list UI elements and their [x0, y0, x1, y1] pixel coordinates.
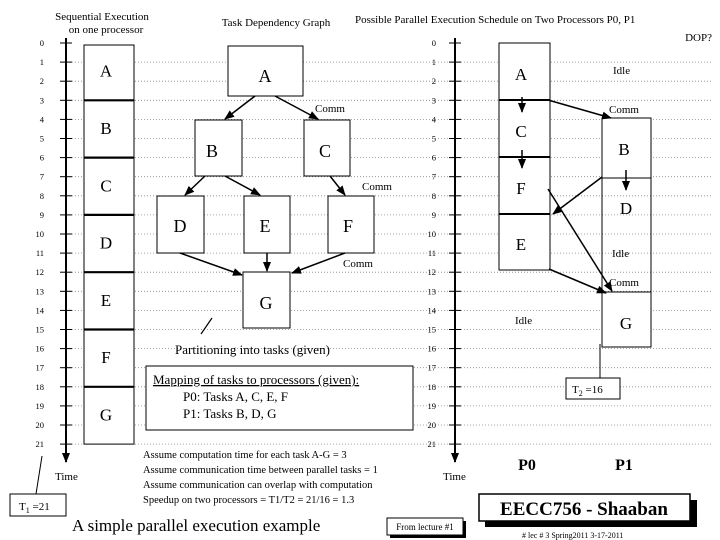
schedule-tick-label: 2: [431, 76, 436, 87]
graph-node-g-label: G: [259, 293, 273, 313]
schedule-tick-label: 6: [431, 152, 436, 163]
graph-node-e: [244, 196, 290, 253]
task-graph-header: Task Dependency Graph: [221, 17, 331, 29]
t1-box: [10, 494, 66, 516]
schedule-tick-label: 20: [427, 420, 436, 430]
assumption-computation: Assume computation time for each task A-G = 3: [143, 450, 347, 461]
t1-subscript: 1: [25, 506, 30, 515]
edge-a-b: [225, 96, 255, 119]
sequential-task-c: C: [100, 176, 112, 196]
sequential-time-label: Time: [55, 471, 78, 483]
sequential-tick-label: 13: [35, 286, 44, 297]
edge-c-f: [330, 176, 345, 195]
dop-label: DOP?: [685, 32, 712, 44]
graph-node-c-label: C: [318, 141, 332, 161]
sequential-tick-label: 18: [35, 381, 44, 392]
graph-node-b: [195, 120, 242, 176]
sequential-tick-label: 11: [35, 248, 44, 259]
svg-text:T1 =21: [19, 501, 50, 515]
schedule-tick-label: 9: [431, 209, 436, 220]
mapping-title: Mapping of tasks to processors (given):: [153, 372, 360, 387]
sequential-header-line1: Sequential Execution: [55, 11, 149, 23]
sequential-tick-label: 19: [35, 400, 44, 411]
sequential-tick-label: 16: [35, 343, 44, 354]
sequential-time-axis: [36, 38, 78, 483]
assumption-communication: Assume communication time between parallel tasks = 1: [143, 465, 378, 476]
sequential-tick-label: 2: [39, 76, 44, 87]
sequential-task-a: A: [99, 61, 113, 81]
sequential-tick-label: 21: [35, 439, 44, 450]
t2-value: =16: [582, 384, 603, 396]
schedule-tick-label: 10: [427, 229, 436, 239]
sequential-header-line2: on one processor: [68, 24, 144, 36]
schedule-tick-label: 15: [427, 324, 436, 335]
sequential-tick-label: 0: [39, 38, 44, 48]
t1-value: =21: [29, 501, 50, 513]
p1-task-b: B: [618, 140, 630, 159]
schedule-tick-label: 14: [427, 305, 436, 316]
p1-idle-top: Idle: [613, 65, 631, 77]
comm-arrow-e-g: [549, 269, 606, 293]
mapping-box: [146, 366, 413, 430]
lecture-info: # lec # 3 Spring2011 3-17-2011: [522, 531, 624, 540]
graph-node-c: [304, 120, 350, 176]
p1-label: P1: [615, 457, 633, 474]
sequential-tick-label: 12: [35, 267, 44, 278]
edge-b-e: [225, 176, 260, 195]
graph-node-d-label: D: [173, 216, 187, 236]
p1-task-g: G: [619, 314, 633, 333]
sequential-task-f: F: [101, 348, 111, 368]
from-lecture-badge: [387, 518, 466, 538]
task-dependency-graph: [157, 46, 392, 328]
sequential-task-e: E: [100, 290, 112, 310]
edge-d-g: [180, 253, 242, 275]
schedule-time-label: Time: [443, 471, 466, 483]
graph-node-g: [243, 272, 290, 328]
schedule-tick-label: 8: [431, 190, 436, 201]
sequential-task-g: G: [99, 405, 113, 425]
mapping-p0: P0: Tasks A, C, E, F: [183, 389, 289, 404]
svg-text:T2 =16: [572, 384, 603, 398]
assumption-speedup: Speedup on two processors = T1/T2 = 21/16 = 1.3: [143, 495, 355, 506]
partition-label: Partitioning into tasks (given): [175, 342, 330, 357]
assumption-overlap: Assume communication can overlap with computation: [143, 480, 373, 491]
graph-node-a-label: A: [258, 66, 272, 86]
sequential-tick-label: 8: [39, 190, 44, 201]
t1-pointer: [36, 456, 42, 494]
schedule-header: Possible Parallel Execution Schedule on Two Processors P0, P1: [355, 14, 636, 26]
schedule-comm-label-top: Comm: [609, 104, 639, 116]
from-lecture-label: From lecture #1: [396, 522, 454, 532]
edge-f-g: [292, 253, 345, 273]
schedule-tick-label: 21: [427, 439, 436, 450]
sequential-tick-label: 20: [35, 420, 44, 430]
schedule-tick-label: 7: [431, 171, 436, 182]
schedule-tick-label: 16: [427, 343, 436, 354]
edge-a-c: [275, 96, 318, 119]
sequential-tick-label: 4: [39, 114, 44, 125]
p1-task-d: D: [619, 199, 633, 218]
sequential-tick-label: 14: [35, 305, 44, 316]
t2-symbol: T: [572, 384, 579, 396]
t2-box: [566, 378, 620, 399]
schedule-tick-label: 1: [431, 57, 436, 68]
course-label: EECC756 - Shaaban: [500, 499, 668, 520]
sequential-tick-label: 7: [39, 171, 44, 182]
p0-task-c: C: [515, 122, 527, 141]
graph-comm-label-cf: Comm: [362, 181, 392, 193]
t1-symbol: T: [19, 501, 26, 513]
t2-subscript: 2: [578, 389, 583, 398]
graph-comm-label-ac: Comm: [315, 103, 345, 115]
p1-idle-mid: Idle: [612, 248, 630, 260]
schedule-time-axis: [428, 38, 466, 483]
schedule-tick-label: 3: [431, 95, 436, 106]
schedule-tick-label: 19: [427, 400, 436, 411]
schedule-tick-label: 5: [431, 133, 436, 144]
p0-schedule: [499, 43, 550, 327]
sequential-task-b: B: [100, 118, 112, 138]
schedule-tick-label: 17: [427, 362, 436, 373]
schedule-tick-label: 0: [431, 38, 436, 48]
sequential-tick-label: 15: [35, 324, 44, 335]
sequential-tick-label: 5: [39, 133, 44, 144]
sequential-tick-label: 3: [39, 95, 44, 106]
slide-title: A simple parallel execution example: [72, 516, 321, 535]
p0-task-f: F: [516, 179, 526, 198]
sequential-tick-label: 1: [39, 57, 44, 68]
sequential-tick-label: 9: [39, 209, 44, 220]
schedule-comm-label-bottom: Comm: [609, 277, 639, 289]
sequential-tick-label: 6: [39, 152, 44, 163]
p0-task-e: E: [515, 235, 527, 254]
graph-node-b-label: B: [205, 141, 219, 161]
p0-idle-label: Idle: [515, 315, 533, 327]
graph-node-a: [228, 46, 303, 96]
graph-node-f-label: F: [342, 216, 354, 236]
schedule-tick-label: 12: [427, 267, 436, 278]
schedule-tick-label: 18: [427, 381, 436, 392]
schedule-tick-label: 11: [427, 248, 436, 259]
p0-task-a: A: [514, 65, 528, 84]
schedule-tick-label: 13: [427, 286, 436, 297]
sequential-tick-label: 10: [35, 229, 44, 239]
edge-b-d: [185, 176, 205, 195]
sequential-tick-label: 17: [35, 362, 44, 373]
assumptions: [143, 450, 378, 506]
graph-comm-label-fg: Comm: [343, 258, 373, 270]
graph-node-e-label: E: [259, 216, 271, 236]
mapping-p1: P1: Tasks B, D, G: [183, 406, 277, 421]
comm-arrow-a-b: [548, 100, 611, 118]
partition-pointer: [201, 318, 212, 334]
sequential-task-stack: [84, 45, 134, 444]
p0-label: P0: [518, 457, 536, 474]
course-badge: [479, 494, 697, 527]
schedule-tick-label: 4: [431, 114, 436, 125]
sequential-task-d: D: [99, 233, 113, 253]
graph-node-d: [157, 196, 204, 253]
graph-node-f: [328, 196, 374, 253]
